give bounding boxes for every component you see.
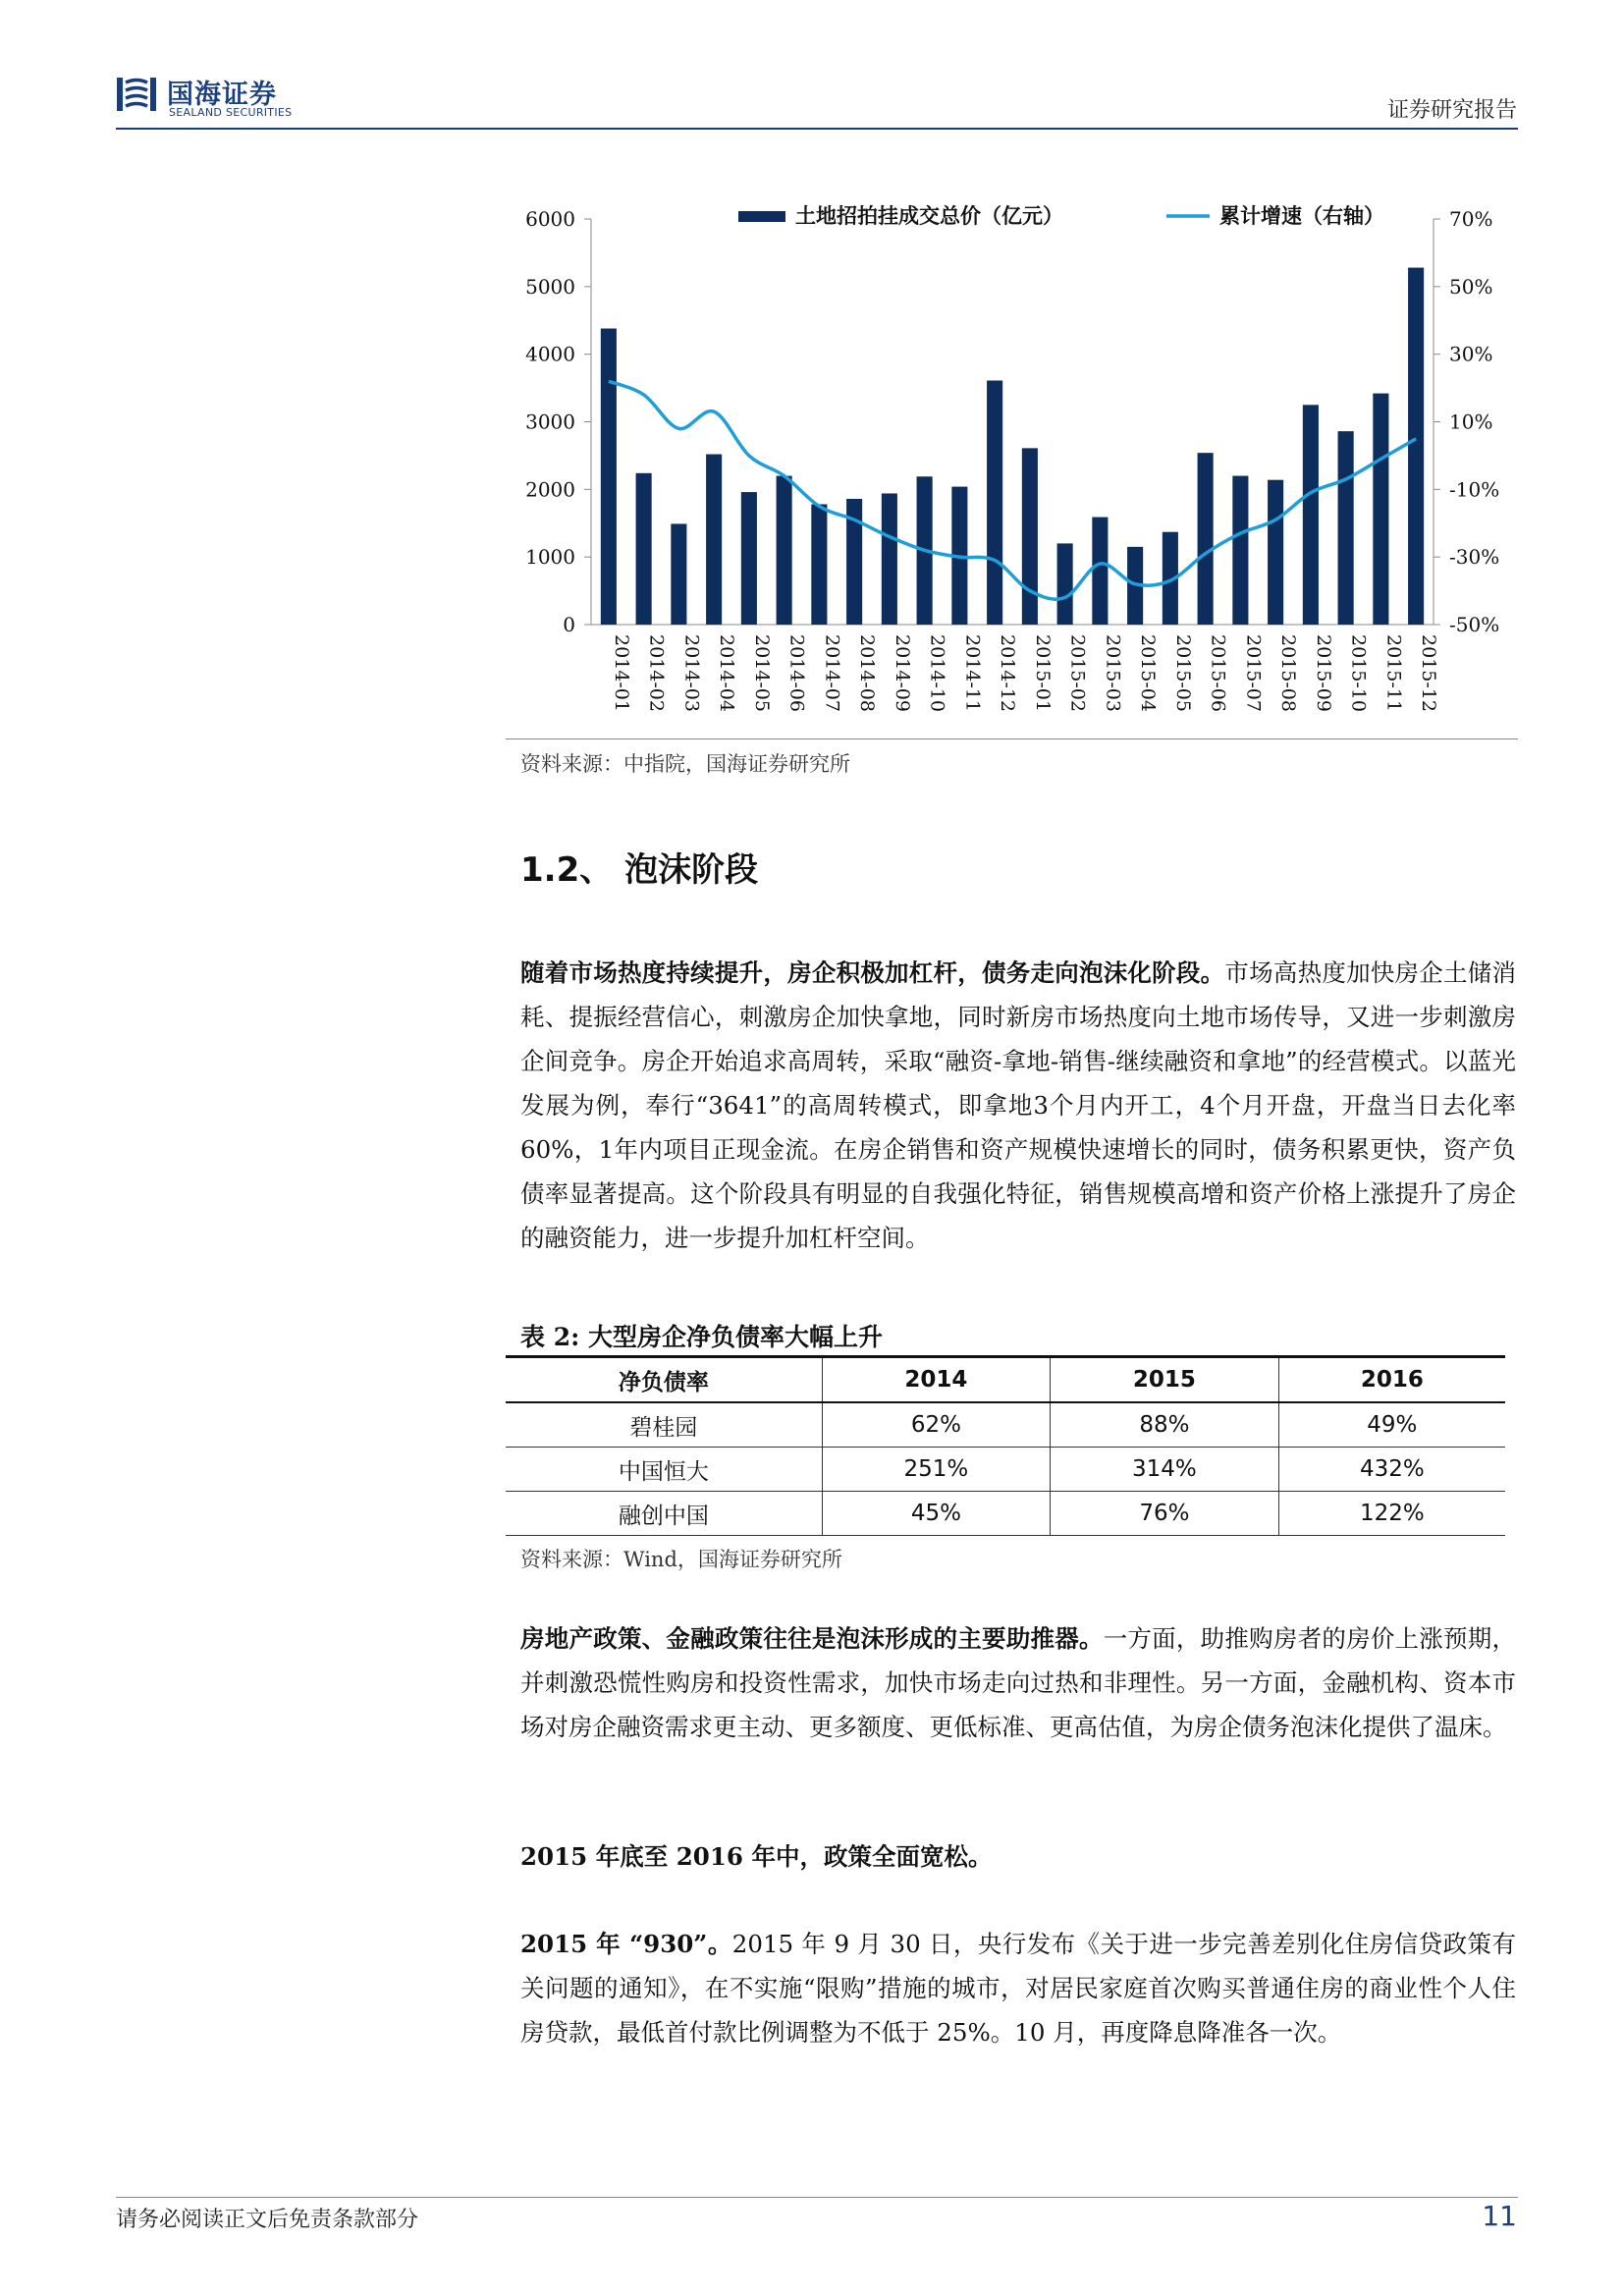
x-axis-tick-label: 2014-01 (610, 634, 632, 712)
table-cell: 49% (1278, 1402, 1505, 1448)
x-axis-tick-label: 2015-09 (1312, 634, 1334, 712)
paragraph-body: 市场高热度加快房企土储消耗、提振经营信心，刺激房企加快拿地，同时新房市场热度向土地市场传导，又进一步刺激房企间竞争。房企开始追求高周转，采取“融资-拿地-销售-继续融资和拿地”的经营模式。以蓝光发展为例，奉行“3641”的高周转模式，即拿地3个月内开工，4个月开盘，开盘当日去化率60%，1年内项目正现金流。在房企销售和资产规模快速增长的同时，债务积累更快，资产负债率显著提高。这个阶段具有明显的自我强化特征，销售规模高增和资产价格上涨提升了房企的融资能力，进一步提升加杠杆空间。 (520, 958, 1517, 1252)
table-header-cell: 净负债率 (506, 1357, 822, 1403)
table-header-cell: 2016 (1278, 1357, 1505, 1403)
x-axis-tick-label: 2015-02 (1066, 634, 1089, 712)
bar (882, 493, 897, 625)
x-axis-tick-label: 2014-06 (785, 634, 808, 712)
table-row (506, 1402, 1505, 1448)
left-axis-tick-label: 1000 (525, 545, 575, 570)
header-divider (116, 128, 1518, 130)
bar (741, 492, 757, 625)
bar (1268, 480, 1283, 625)
table-cell: 45% (822, 1492, 1051, 1536)
x-axis-tick-label: 2014-10 (926, 634, 948, 712)
x-axis-tick-label: 2015-04 (1137, 634, 1160, 712)
company-name-cell: 融创中国 (506, 1492, 822, 1536)
table-row (506, 1492, 1505, 1536)
paragraph-policy-driver (520, 1616, 1516, 1749)
left-axis-tick-label: 2000 (525, 477, 575, 502)
bar (636, 473, 652, 625)
x-axis-tick-label: 2014-08 (856, 634, 879, 712)
table-source-note: 资料来源：Wind，国海证券研究所 (520, 1548, 842, 1571)
x-axis-tick-label: 2015-12 (1418, 634, 1440, 712)
report-type-label: 证券研究报告 (1386, 98, 1517, 123)
table-cell: 122% (1278, 1492, 1505, 1536)
bar (777, 476, 792, 625)
left-axis-tick-label: 5000 (525, 274, 575, 299)
right-axis-tick-label: -30% (1449, 545, 1500, 570)
paragraph-930-policy (520, 1922, 1516, 2054)
paragraph-body: 一方面，助推购房者的房价上涨预期，并刺激恐慌性购房和投资性需求，加快市场走向过热和非理性。另一方面，金融机构、资本市场对房企融资需求更主动、更多额度、更低标准、更高估值，为房企债务泡沫化提供了温床。 (520, 1624, 1517, 1741)
table-cell: 251% (822, 1448, 1051, 1492)
table-cell: 62% (822, 1402, 1051, 1448)
x-axis-tick-label: 2015-08 (1277, 634, 1300, 712)
right-axis-tick-label: 70% (1449, 207, 1493, 231)
x-axis-tick-label: 2014-12 (997, 634, 1019, 712)
x-axis-tick-label: 2014-04 (716, 634, 738, 712)
paragraph-bubble-stage (520, 951, 1516, 1260)
x-axis-tick-label: 2014-05 (750, 634, 773, 712)
bar (671, 523, 686, 625)
bar (1057, 543, 1073, 625)
left-axis-tick-label: 0 (563, 613, 575, 636)
paragraph-lead: 房地产政策、金融政策往往是泡沫形成的主要助推器。 (520, 1624, 1104, 1653)
page-number: 11 (1482, 2200, 1517, 2232)
bar (1232, 476, 1248, 625)
bar (706, 455, 722, 625)
table-row (506, 1448, 1505, 1492)
legend-swatch-bar (738, 211, 785, 222)
x-axis-tick-label: 2015-10 (1347, 634, 1370, 712)
company-name-cell: 碧桂园 (506, 1402, 822, 1448)
bar (1022, 448, 1038, 625)
bar (987, 381, 1002, 625)
table-title: 表 2: 大型房企净负债率大幅上升 (520, 1323, 884, 1351)
bar (1303, 405, 1319, 625)
left-axis-tick-label: 6000 (525, 207, 575, 231)
table-cell: 314% (1051, 1448, 1279, 1492)
left-axis-tick-label: 3000 (525, 410, 575, 434)
x-axis-tick-label: 2015-07 (1242, 634, 1265, 712)
right-axis-tick-label: -10% (1449, 477, 1500, 502)
x-axis-tick-label: 2014-07 (821, 634, 843, 712)
bar (1338, 431, 1354, 625)
legend-label-line: 累计增速（右轴） (1219, 203, 1384, 228)
section-heading: 1.2、 泡沫阶段 (520, 850, 759, 890)
table-cell: 432% (1278, 1448, 1505, 1492)
x-axis-tick-label: 2015-06 (1207, 634, 1229, 712)
footer-divider (116, 2197, 1518, 2198)
paragraph-lead: 随着市场热度持续提升，房企积极加杠杆，债务走向泡沫化阶段。 (520, 958, 1225, 987)
net-debt-ratio-table (506, 1355, 1505, 1536)
land-transaction-chart (501, 191, 1522, 722)
paragraph-lead: 2015 年 “930”。 (520, 1930, 732, 1958)
x-axis-tick-label: 2014-02 (645, 634, 668, 712)
x-axis-tick-label: 2015-01 (1031, 634, 1054, 712)
growth-rate-line (609, 381, 1416, 599)
sealand-logo-icon (116, 74, 157, 115)
bar (1092, 518, 1108, 625)
company-name-cell: 中国恒大 (506, 1448, 822, 1492)
x-axis-tick-label: 2015-03 (1102, 634, 1124, 712)
table-header-cell: 2015 (1051, 1357, 1279, 1403)
logo-english-name: SEALAND SECURITIES (169, 106, 293, 119)
legend-label-bar: 土地招拍挂成交总价（亿元） (795, 203, 1063, 228)
logo-chinese-name: 国海证券 (167, 80, 277, 110)
x-axis-tick-label: 2015-11 (1382, 634, 1405, 712)
bar (1373, 394, 1388, 625)
right-axis-tick-label: -50% (1449, 613, 1500, 636)
right-axis-tick-label: 50% (1449, 274, 1493, 299)
table-header-row (506, 1357, 1505, 1403)
table-cell: 76% (1051, 1492, 1279, 1536)
footer-disclaimer: 请务必阅读正文后免责条款部分 (116, 2208, 419, 2232)
x-axis-tick-label: 2014-03 (680, 634, 703, 712)
bar (1198, 453, 1214, 625)
paragraph-policy-loosening: 2015 年底至 2016 年中，政策全面宽松。 (520, 1842, 993, 1871)
right-axis-tick-label: 10% (1449, 410, 1493, 434)
chart-source-divider (506, 738, 1518, 739)
bar (1408, 268, 1424, 625)
bar (601, 329, 617, 625)
chart-source-note: 资料来源：中指院，国海证券研究所 (520, 752, 850, 776)
bar (811, 504, 827, 625)
table-header-cell: 2014 (822, 1357, 1051, 1403)
paragraph-body: 2015 年 9 月 30 日，央行发布《关于进一步完善差别化住房信贷政策有关问题的通知》，在不实施“限购”措施的城市，对居民家庭首次购买普通住房的商业性个人住房贷款，最低首付款比例调整为不低于 25%。10 月，再度降息降准各一次。 (520, 1930, 1516, 2047)
left-axis-tick-label: 4000 (525, 342, 575, 366)
x-axis-tick-label: 2014-09 (891, 634, 913, 712)
x-axis-tick-label: 2014-11 (961, 634, 984, 712)
right-axis-tick-label: 30% (1449, 342, 1493, 366)
table-cell: 88% (1051, 1402, 1279, 1448)
x-axis-tick-label: 2015-05 (1171, 634, 1194, 712)
